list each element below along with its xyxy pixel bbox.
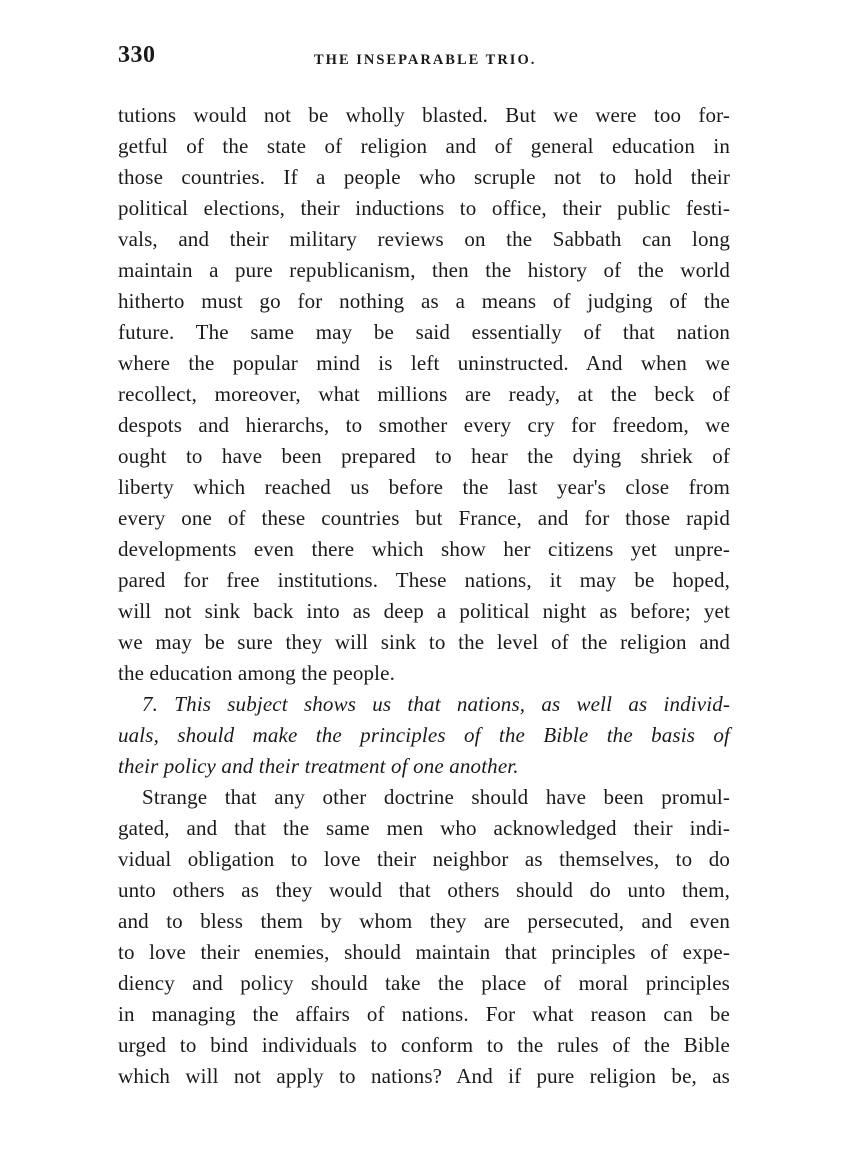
text-line: liberty which reached us before the last year's close from <box>118 475 730 499</box>
text-line: and to bless them by whom they are persecuted, and even <box>118 909 730 933</box>
text-line: we may be sure they will sink to the level of the religion and <box>118 630 730 654</box>
text-line: developments even there which show her citizens yet unpre- <box>118 537 730 561</box>
text-line: vals, and their military reviews on the Sabbath can long <box>118 227 730 251</box>
text-line: gated, and that the same men who acknowledged their indi- <box>118 816 730 840</box>
text-line: 7. This subject shows us that nations, as well as individ- <box>142 692 730 716</box>
body-text <box>118 100 730 1092</box>
text-line: which will not apply to nations? And if pure religion be, as <box>118 1064 730 1088</box>
text-line: future. The same may be said essentially of that nation <box>118 320 730 344</box>
running-title: THE INSEPARABLE TRIO. <box>314 52 537 68</box>
text-line: the education among the people. <box>118 661 395 685</box>
text-line: political elections, their inductions to office, their public festi- <box>118 196 730 220</box>
text-line: hitherto must go for nothing as a means of judging of the <box>118 289 730 313</box>
text-line: will not sink back into as deep a political night as before; yet <box>118 599 730 623</box>
text-line: in managing the affairs of nations. For what reason can be <box>118 1002 730 1026</box>
text-line: ought to have been prepared to hear the dying shriek of <box>118 444 730 468</box>
page-header <box>118 42 730 78</box>
text-line: to love their enemies, should maintain that principles of expe- <box>118 940 730 964</box>
text-line: pared for free institutions. These nations, it may be hoped, <box>118 568 730 592</box>
text-line: maintain a pure republicanism, then the history of the world <box>118 258 730 282</box>
text-line: where the popular mind is left uninstructed. And when we <box>118 351 730 375</box>
text-line: their policy and their treatment of one another. <box>118 754 519 778</box>
text-line: vidual obligation to love their neighbor as themselves, to do <box>118 847 730 871</box>
text-line: recollect, moreover, what millions are ready, at the beck of <box>118 382 730 406</box>
text-line: Strange that any other doctrine should have been promul- <box>142 785 730 809</box>
text-line: getful of the state of religion and of general education in <box>118 134 730 158</box>
text-line: unto others as they would that others should do unto them, <box>118 878 730 902</box>
text-line: despots and hierarchs, to smother every cry for freedom, we <box>118 413 730 437</box>
page-number: 330 <box>118 42 156 68</box>
text-line: urged to bind individuals to conform to the rules of the Bible <box>118 1033 730 1057</box>
text-line: diency and policy should take the place of moral principles <box>118 971 730 995</box>
text-line: every one of these countries but France, and for those rapid <box>118 506 730 530</box>
text-line: tutions would not be wholly blasted. But we were too for- <box>118 103 730 127</box>
text-line: those countries. If a people who scruple not to hold their <box>118 165 730 189</box>
text-line: uals, should make the principles of the Bible the basis of <box>118 723 730 747</box>
